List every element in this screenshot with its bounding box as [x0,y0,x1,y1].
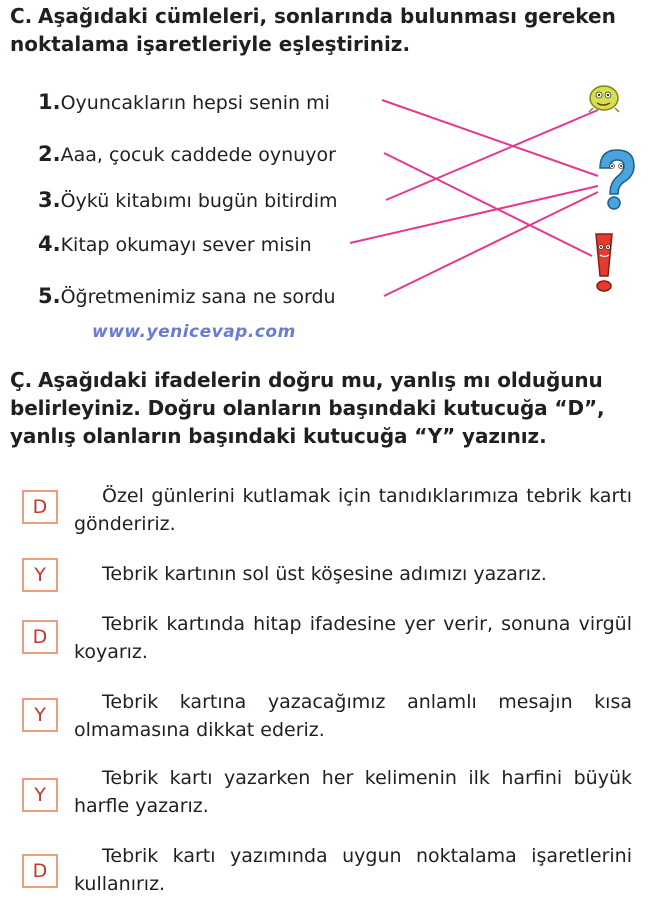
match-item-text: Aaa, çocuk caddede oynuyor [60,144,336,166]
match-item-text: Kitap okumayı sever misin [60,234,312,256]
match-item-text: Öykü kitabımı bugün bitirdim [60,190,338,212]
match-item-text: Öğretmenimiz sana ne sordu [60,286,336,308]
watermark: www.yenicevap.com [92,322,296,342]
match-line-4 [350,186,598,243]
statement-text: Tebrik kartına yazacağımız anlamlı mesajın kısa olmamasına dikkat ederiz. [74,691,632,741]
section-c-instruction: Aşağıdaki cümleleri, sonlarında bulunması gereken noktalama işaretleriyle eşleştiriniz. [10,4,616,56]
match-item-3 [38,188,338,213]
match-line-3 [386,110,598,200]
statement-text: Özel günlerini kutlamak için tanıdıklarımıza tebrik kartı göndeririz. [74,485,632,535]
period-icon [589,86,619,112]
section-cc-title [10,366,642,450]
section-cc-instruction: Aşağıdaki ifadelerin doğru mu, yanlış mı olduğunu belirleyiniz. Doğru olanların başındaki kutucuğa “D”, yanlış olanların başındaki kutucuğa “Y” yazınız. [10,368,605,448]
match-item-number: 1. [38,90,61,114]
match-item-1 [38,90,330,115]
match-item-number: 3. [38,188,61,212]
matching-lines [350,100,598,296]
match-item-text: Oyuncakların hepsi senin mi [60,92,330,114]
answer-box[interactable]: D [22,620,58,654]
match-line-2 [384,153,592,256]
match-item-number: 4. [38,232,61,256]
match-item-number: 2. [38,142,61,166]
question-mark-icon [600,150,634,209]
match-item-4 [38,232,312,257]
statement-text: Tebrik kartı yazarken her kelimenin ilk harfini büyük harfle yazarız. [74,767,632,817]
statement-text: Tebrik kartında hitap ifadesine yer verir, sonuna virgül koyarız. [74,613,632,663]
answer-box[interactable]: Y [22,698,58,732]
answer-box[interactable]: D [22,854,58,888]
match-item-5 [38,284,336,309]
answer-box[interactable]: Y [22,558,58,592]
statement-text: Tebrik kartı yazımında uygun noktalama işaretlerini kullanırız. [74,845,632,895]
section-c-letter: C. [10,4,33,28]
match-item-number: 5. [38,284,61,308]
exclamation-mark-icon [596,234,612,291]
match-line-1 [382,100,598,176]
answer-box[interactable]: Y [22,778,58,812]
statement-text: Tebrik kartının sol üst köşesine adımızı yazarız. [102,563,547,585]
answer-box[interactable]: D [22,490,58,524]
section-cc-letter: Ç. [10,368,33,392]
match-item-2 [38,142,336,167]
